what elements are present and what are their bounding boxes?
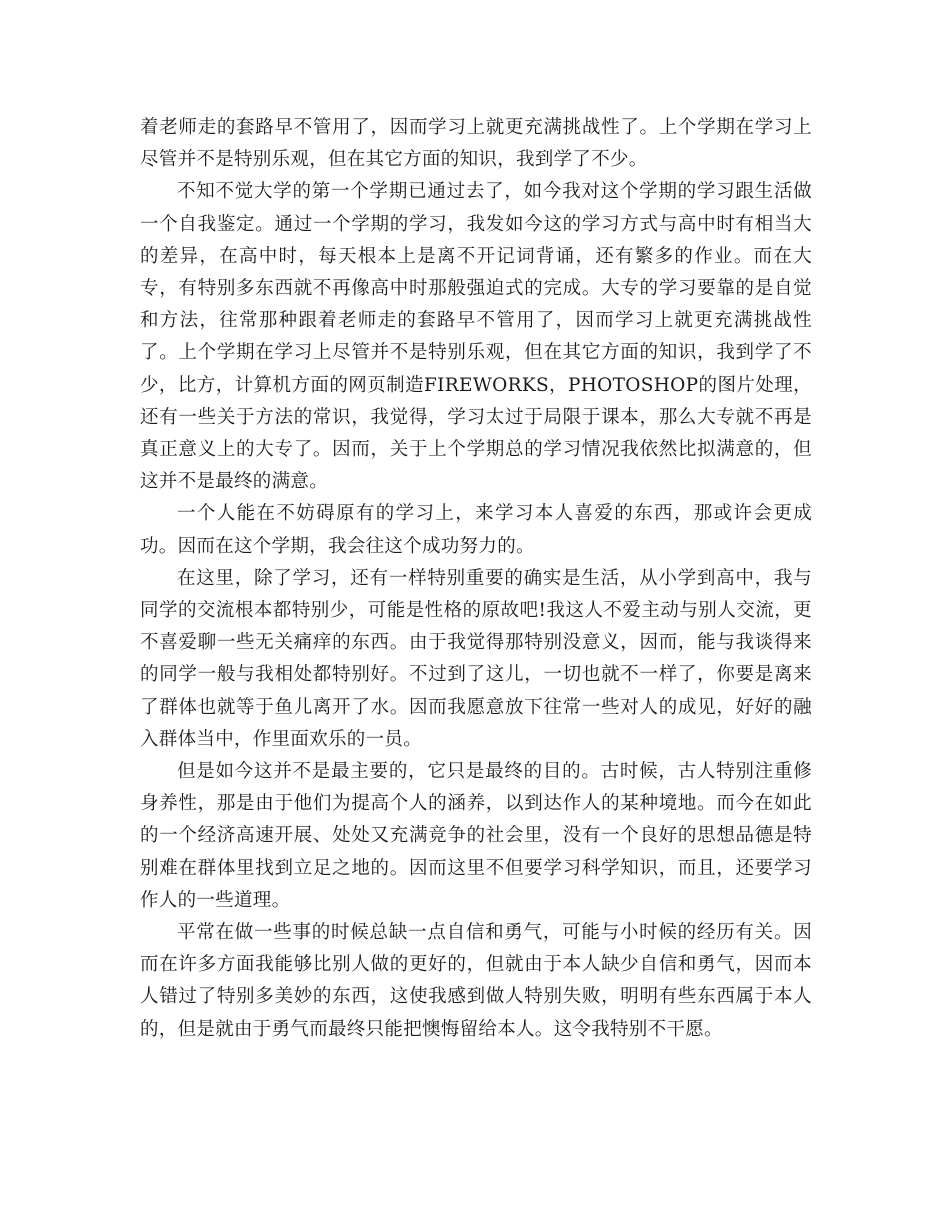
- paragraph: 但是如今这并不是最主要的，它只是最终的目的。古时候，古人特别注重修身养性，那是由于他们为提高个人的涵养，以到达作人的某种境地。而今在如此的一个经济高速开展、处处又充满竞争的社会里，没有一个良好的思想品德是特别难在群体里找到立足之地的。因而这里不但要学习科学知识，而且，还要学习作人的一些道理。: [140, 761, 812, 911]
- document-page: [140, 112, 812, 1046]
- paragraph: 一个人能在不妨碍原有的学习上，来学习本人喜爱的东西，那或许会更成功。因而在这个学期，我会往这个成功努力的。: [140, 503, 812, 557]
- paragraph: 在这里，除了学习，还有一样特别重要的确实是生活，从小学到高中，我与同学的交流根本都特别少，可能是性格的原故吧!我这人不爱主动与别人交流，更不喜爱聊一些无关痛痒的东西。由于我觉得那特别没意义，因而，能与我谈得来的同学一般与我相处都特别好。不过到了这儿，一切也就不一样了，你要是离来了群体也就等于鱼儿离开了水。因而我愿意放下往常一些对人的成见，好好的融入群体当中，作里面欢乐的一员。: [140, 567, 812, 750]
- paragraph: 不知不觉大学的第一个学期已通过去了，如今我对这个学期的学习跟生活做一个自我鉴定。通过一个学期的学习，我发如今这的学习方式与高中时有相当大的差异，在高中时，每天根本上是离不开记词背诵，还有繁多的作业。而在大专，有特别多东西就不再像高中时那般强迫式的完成。大专的学习要靠的是自觉和方法，往常那种跟着老师走的套路早不管用了，因而学习上就更充满挑战性了。上个学期在学习上尽管并不是特别乐观，但在其它方面的知识，我到学了不少，比方，计算机方面的网页制造FIREWORKS，PHOTOSHOP的图片处理，还有一些关于方法的常识，我觉得，学习太过于局限于课本，那么大专就不再是真正意义上的大专了。因而，关于上个学期总的学习情况我依然比拟满意的，但这并不是最终的满意。: [140, 181, 812, 493]
- paragraph: 着老师走的套路早不管用了，因而学习上就更充满挑战性了。上个学期在学习上尽管并不是特别乐观，但在其它方面的知识，我到学了不少。: [140, 117, 812, 171]
- paragraph: 平常在做一些事的时候总缺一点自信和勇气，可能与小时候的经历有关。因而在许多方面我能够比别人做的更好的，但就由于本人缺少自信和勇气，因而本人错过了特别多美妙的东西，这使我感到做人特别失败，明明有些东西属于本人的，但是就由于勇气而最终只能把懊悔留给本人。这令我特别不干愿。: [140, 922, 812, 1040]
